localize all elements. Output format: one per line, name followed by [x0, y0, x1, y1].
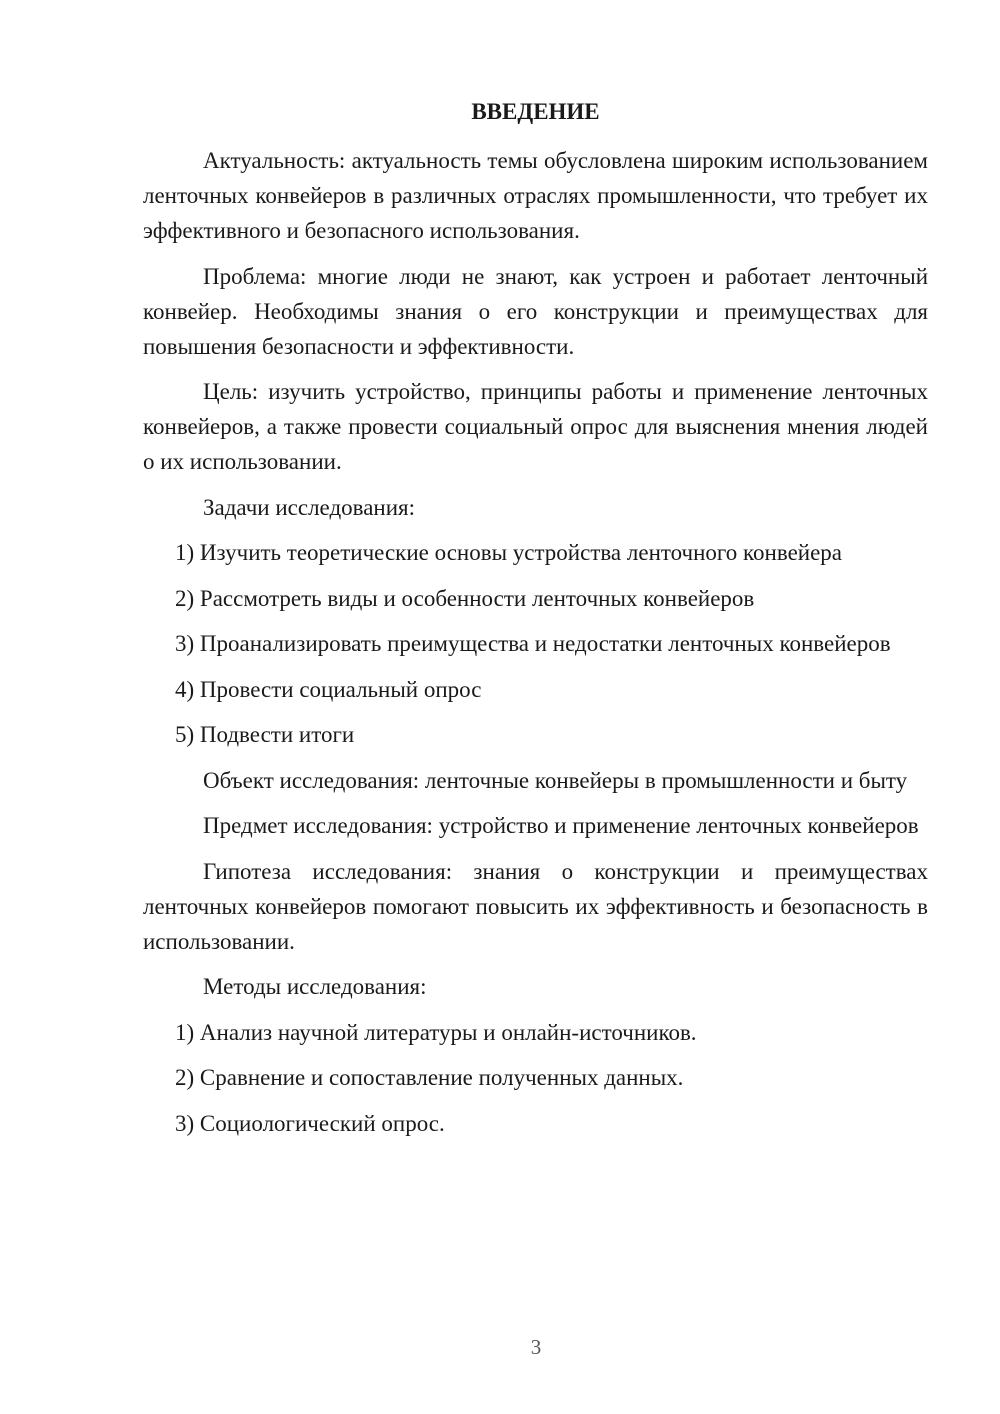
task-item: 1) Изучить теоретические основы устройства ленточного конвейера [175, 540, 842, 565]
subject-paragraph: Предмет исследования: устройство и применение ленточных конвейеров [203, 813, 919, 838]
task-item: 3) Проанализировать преимущества и недостатки ленточных конвейеров [175, 631, 891, 656]
task-item: 5) Подвести итоги [175, 722, 355, 747]
relevance-paragraph: Актуальность: актуальность темы обусловлена широким использованием ленточных конвейеров в различных отраслях промышленности, что требует их эффективного и безопасного использования. [143, 148, 928, 243]
hypothesis-paragraph: Гипотеза исследования: знания о конструкции и преимуществах ленточных конвейеров помогают повысить их эффективность и безопасность в использовании. [143, 858, 928, 954]
methods-heading: Методы исследования: [203, 974, 427, 999]
problem-paragraph: Проблема: многие люди не знают, как устроен и работает ленточный конвейер. Необходимы знания о его конструкции и преимуществах для повышения безопасности и эффективности. [143, 263, 928, 359]
page-content [143, 94, 928, 1151]
object-paragraph: Объект исследования: ленточные конвейеры в промышленности и быту [203, 767, 908, 793]
task-item: 2) Рассмотреть виды и особенности ленточных конвейеров [175, 585, 755, 611]
goal-paragraph: Цель: изучить устройство, принципы работы и применение ленточных конвейеров, а также провести социальный опрос для выяснения мнения людей о их использовании. [143, 379, 928, 474]
method-item: 2) Сравнение и сопоставление полученных данных. [175, 1065, 684, 1090]
page-number: 3 [530, 1335, 542, 1359]
section-title: ВВЕДЕНИЕ [471, 99, 600, 124]
task-item: 4) Провести социальный опрос [175, 676, 482, 702]
method-item: 1) Анализ научной литературы и онлайн-источников. [175, 1019, 697, 1045]
tasks-heading: Задачи исследования: [203, 494, 416, 520]
method-item: 3) Социологический опрос. [175, 1110, 445, 1136]
